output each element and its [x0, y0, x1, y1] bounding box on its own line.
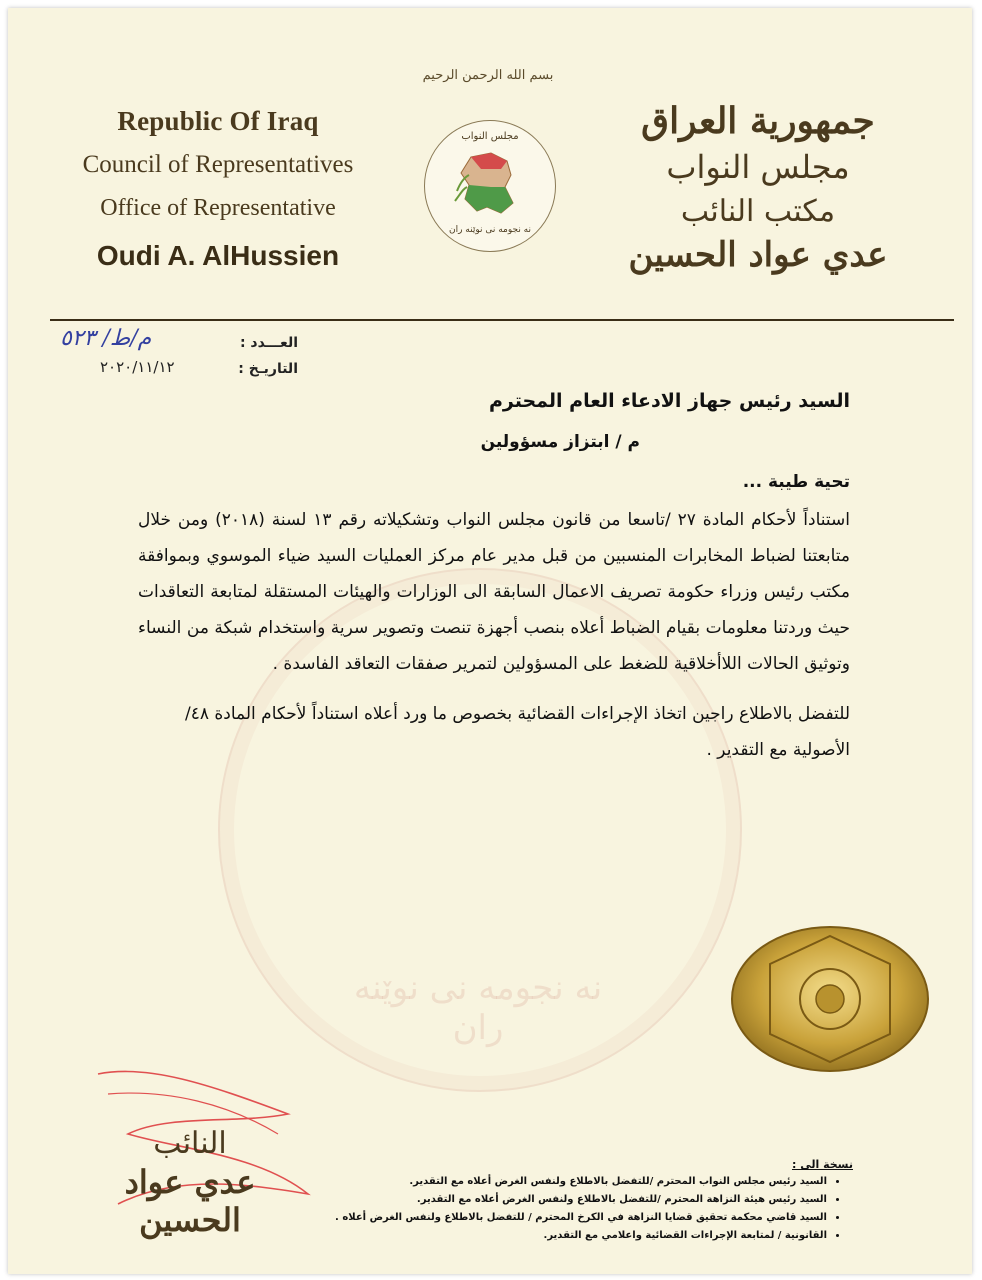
number-label: العـــدد :	[239, 335, 298, 351]
english-line-office: Office of Representative	[100, 195, 336, 221]
logo-top-text: مجلس النواب	[461, 131, 519, 142]
date-label: التاريـخ :	[238, 361, 298, 377]
logo-bottom-text: نه نجومه نى نوێنه ران	[448, 225, 532, 235]
letter-page	[8, 8, 972, 1274]
watermark-text: نه نجومه نى نوێنه ران	[353, 968, 603, 1048]
council-logo	[424, 120, 556, 252]
copy-item: • السيد رئيس مجلس النواب المحترم /للتفضل بالاطلاع ولنفس الغرض أعلاه مع التقدير.	[328, 1175, 827, 1188]
bismillah: بسم الله الرحمن الرحيم	[422, 68, 554, 83]
arabic-line-council: مجلس النواب	[666, 148, 850, 186]
copy-item: • السيد رئيس هيئة النزاهة المحترم /للتفضل بالاطلاع ولنفس الغرض أعلاه مع التقدير.	[328, 1193, 827, 1206]
greeting: تحية طيبة ...	[742, 472, 850, 492]
handwritten-date: ٢٠٢٠/١١/١٢	[100, 358, 175, 376]
addressee: السيد رئيس جهاز الادعاء العام المحترم	[488, 390, 850, 412]
english-line-council: Council of Representatives	[82, 151, 354, 178]
arabic-line-country: جمهورية العراق	[641, 100, 875, 142]
copies-title: نسخة الى :	[791, 1158, 853, 1171]
copies-section	[328, 1158, 853, 1247]
body-paragraph-2: للتفضل بالاطلاع راجين اتخاذ الإجراءات القضائية بخصوص ما ورد أعلاه استناداً لأحكام المادة ٤٨/الأصولية مع التقدير .	[184, 704, 850, 760]
letter-body	[138, 388, 850, 768]
arabic-line-office: مكتب النائب	[680, 194, 836, 229]
handwritten-number: م/ط/ ٥٢٣	[60, 326, 152, 351]
iraq-map-icon	[451, 147, 529, 223]
header-divider	[50, 319, 954, 321]
signature-title: النائب	[153, 1126, 227, 1161]
english-letterhead	[58, 106, 378, 272]
signature-block	[70, 1126, 310, 1239]
gold-seal-icon	[730, 924, 930, 1074]
copy-item: • القانونية / لمتابعة الإجراءات القضائية واعلامي مع التقدير.	[328, 1229, 827, 1242]
english-line-name: Oudi A. AlHussien	[96, 240, 340, 271]
copy-item: • السيد قاضي محكمة تحقيق قضايا النزاهة في الكرخ المحترم / للتفضل بالاطلاع ولنفس الغرض أعلاه .	[328, 1211, 827, 1224]
signature-name: عدي عواد الحسين	[124, 1163, 256, 1239]
subject-line: م / ابتزاز مسؤولين	[480, 432, 640, 452]
body-paragraph-1: استناداً لأحكام المادة ٢٧ /تاسعا من قانون مجلس النواب وتشكيلاته رقم ١٣ لسنة (٢٠١٨) ومن خلال متابعتنا لضباط المخابرات المنسبين من قبل مدير عام مركز العمليات السيد ضياء الموسوي وبموافقة مكتب رئيس وزراء حكومة تصريف الاعمال السابقة الى الوزارات والهيئات المستقلة لمتابعة التعاقدات حيث وردتنا معلومات بقيام الضباط أعلاه بنصب أجهزة تنصت وتصوير سرية واستخدام شبكة من النساء وتوثيق الحالات اللاأخلاقية للضغط على المسؤولين لتمرير صفقات التعاقد الفاسدة .	[138, 510, 850, 674]
arabic-letterhead	[608, 100, 908, 275]
copies-list	[328, 1175, 853, 1242]
arabic-line-name: عدي عواد الحسين	[628, 235, 888, 275]
english-line-country: Republic Of Iraq	[117, 106, 319, 136]
